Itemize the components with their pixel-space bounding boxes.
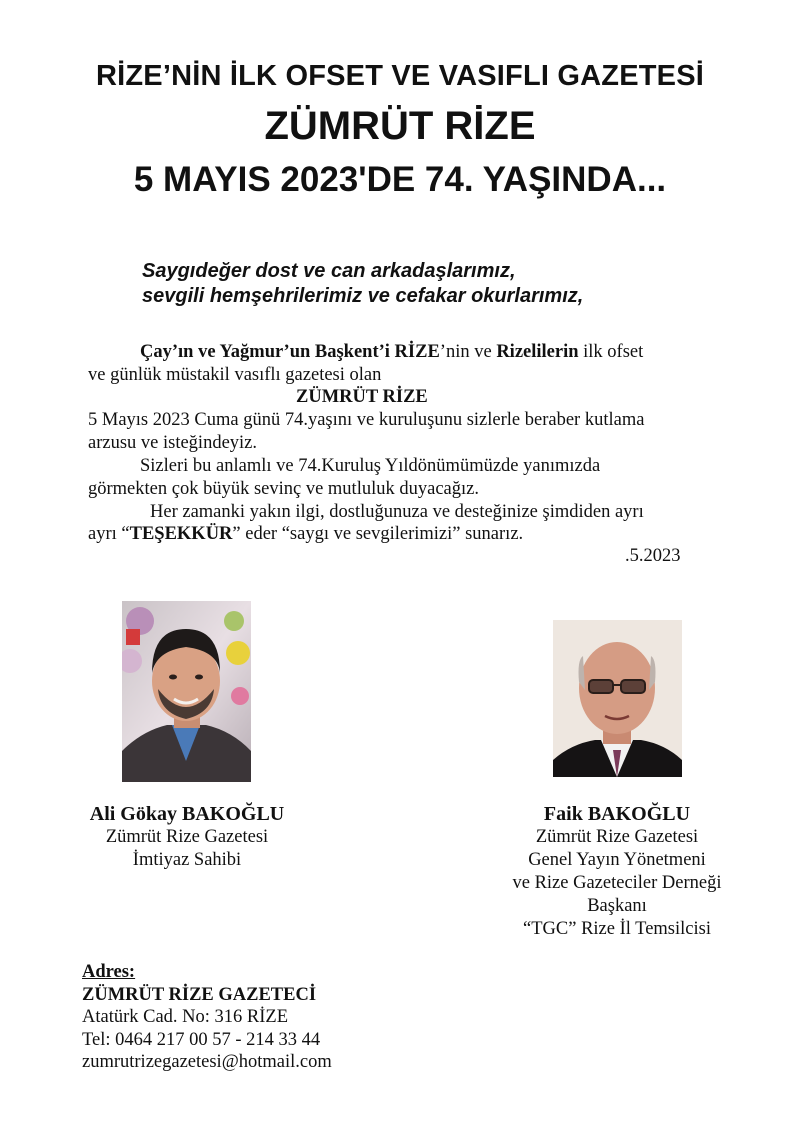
address-phone: Tel: 0464 217 00 57 - 214 33 44 — [82, 1029, 321, 1050]
signatory-name: Ali Gökay BAKOĞLU — [89, 803, 285, 825]
body-bold-city: Çay’ın ve Yağmur’un Başkent’i RİZE — [140, 342, 440, 362]
signatory-role: “TGC” Rize İl Temsilcisi — [523, 919, 711, 939]
signatory-name: Faik BAKOĞLU — [543, 803, 691, 825]
body-paragraph-1-line-1 — [140, 341, 643, 364]
greeting-line-2: sevgili hemşehrilerimiz ve cefakar okurlarımız, — [142, 285, 584, 307]
signatory-role: Başkanı — [587, 896, 647, 916]
body-paragraph-2-line-1: 5 Mayıs 2023 Cuma günü 74.yaşını ve kuruluşunu sizlerle beraber kutlama — [88, 410, 645, 430]
address-street: Atatürk Cad. No: 316 RİZE — [82, 1007, 289, 1027]
signatory-role: İmtiyaz Sahibi — [132, 850, 242, 870]
body-text: ilk ofset — [578, 342, 644, 362]
body-paragraph-3-line-2: görmekten çok büyük sevinç ve mutluluk duyacağız. — [88, 479, 479, 499]
body-bold-thanks: TEŞEKKÜR — [129, 524, 233, 544]
signatory-role: Zümrüt Rize Gazetesi — [105, 827, 269, 847]
body-paragraph-2-line-2: arzusu ve isteğindeyiz. — [88, 433, 258, 453]
body-paragraph-4-line-1: Her zamanki yakın ilgi, dostluğunuza ve desteğinize şimdiden ayrı — [150, 502, 644, 522]
address-block — [82, 961, 332, 1074]
body-bold-people: Rizelilerin — [496, 342, 579, 362]
signatory-faik — [482, 803, 752, 941]
letter-date: .5.2023 — [625, 546, 681, 566]
body-text: ’nin ve — [439, 342, 497, 362]
address-label: Adres: — [82, 962, 136, 982]
body-paragraph-3-line-1: Sizleri bu anlamlı ve 74.Kuruluş Yıldönümümüzde yanımızda — [140, 456, 601, 476]
portrait-photo-ali — [122, 601, 251, 782]
portrait-illustration — [553, 620, 682, 777]
greeting-line-1: Saygıdeğer dost ve can arkadaşlarımız, — [142, 260, 516, 282]
portrait-illustration — [122, 601, 251, 782]
signatory-role: Genel Yayın Yönetmeni — [528, 850, 706, 870]
body-text: ayrı “ — [88, 524, 130, 544]
signatory-role: ve Rize Gazeteciler Derneği — [512, 873, 722, 893]
signatory-role: Zümrüt Rize Gazetesi — [535, 827, 699, 847]
body-text: ” eder “saygı ve sevgilerimizi” sunarız. — [232, 524, 524, 544]
newspaper-title: ZÜMRÜT RİZE — [264, 104, 536, 148]
portrait-photo-faik — [553, 620, 682, 777]
anniversary-headline: 5 MAYIS 2023'DE 74. YAŞINDA... — [133, 160, 667, 199]
headline-subtitle: RİZE’NİN İLK OFSET VE VASIFLI GAZETESİ — [95, 60, 705, 92]
signatory-ali — [62, 803, 312, 872]
body-paragraph-4-line-2 — [88, 523, 523, 546]
body-paragraph-1-line-2: ve günlük müstakil vasıflı gazetesi olan — [88, 365, 382, 385]
body-paper-name: ZÜMRÜT RİZE — [296, 387, 428, 407]
address-company: ZÜMRÜT RİZE GAZETECİ — [82, 984, 317, 1005]
address-email: zumrutrizegazetesi@hotmail.com — [82, 1052, 332, 1072]
